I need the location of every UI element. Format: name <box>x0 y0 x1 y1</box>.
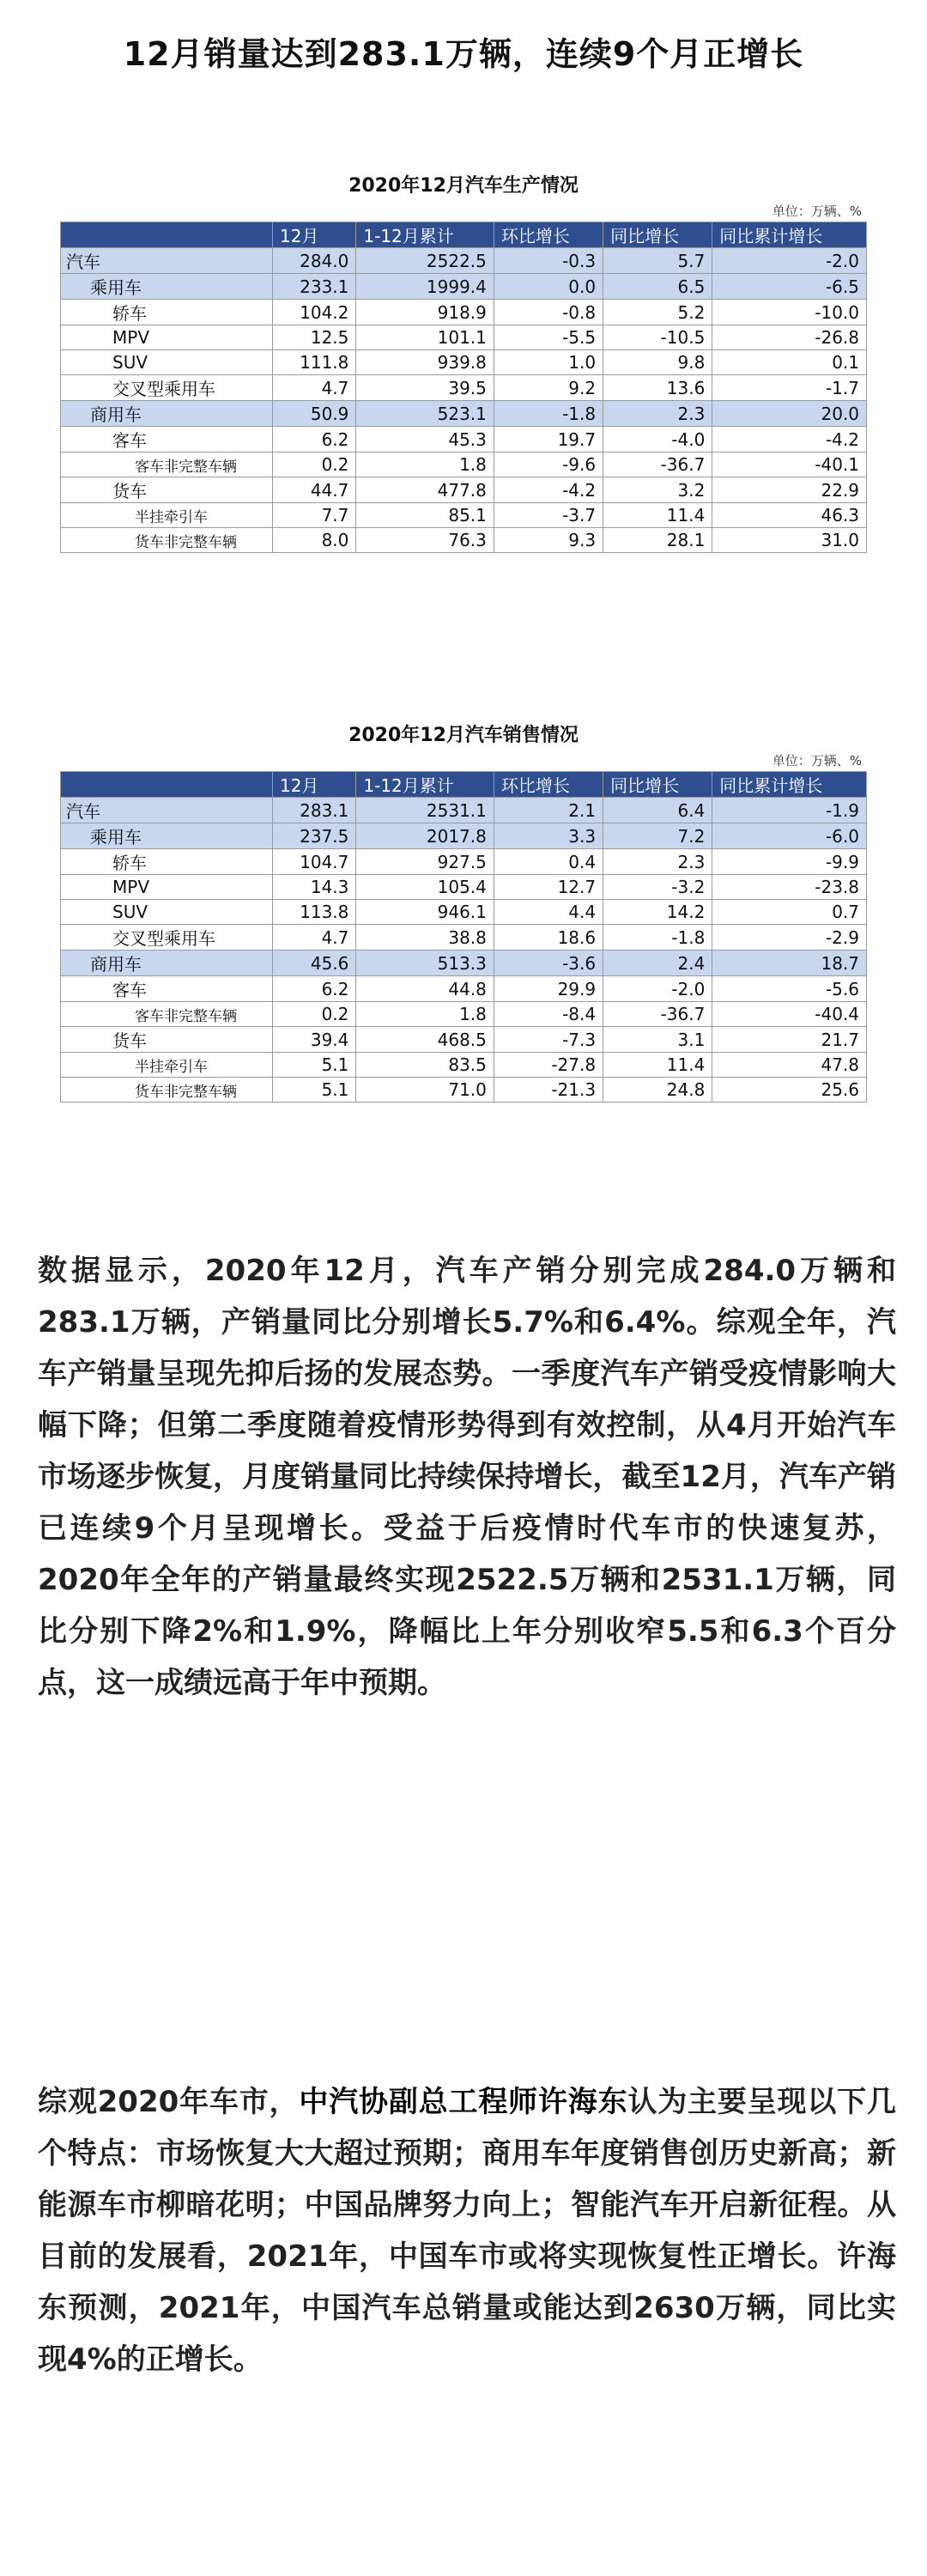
table-cell: 44.8 <box>356 976 494 1002</box>
table-cell: 20.0 <box>712 401 867 427</box>
table-cell: 1.0 <box>494 350 603 375</box>
table-cell: 3.3 <box>494 823 603 849</box>
table-cell: 45.6 <box>273 951 356 976</box>
article-paragraph-1: 数据显示，2020年12月，汽车产销分别完成284.0万辆和283.1万辆，产销量同比分别增长5.7%和6.4%。综观全年，汽车产销量呈现先抑后扬的发展态势。一季度汽车产销受疫情影响大幅下降；但第二季度随着疫情形势得到有效控制，从4月开始汽车市场逐步恢复，月度销量同比持续保持增长，截至12月，汽车产销已连续9个月呈现增长。受益于后疫情时代车市的快速复苏，2020年全年的产销量最终实现2522.5万辆和2531.1万辆，同比分别下降2%和1.9%，降幅比上年分别收窄5.5和6.3个百分点，这一成绩远高于年中预期。 <box>38 1254 896 1700</box>
article-paragraph-2 <box>38 2076 896 2385</box>
table-row <box>61 300 867 325</box>
table-cell: -8.4 <box>494 1002 603 1027</box>
table-row <box>61 1027 867 1053</box>
sales-table-block <box>60 721 867 1103</box>
table-cell: 6.2 <box>273 976 356 1002</box>
row-label: 半挂牵引车 <box>61 1053 273 1078</box>
table-row <box>61 823 867 849</box>
table-cell: 18.6 <box>494 925 603 951</box>
table-cell: 477.8 <box>356 477 494 503</box>
column-header <box>61 772 273 798</box>
table-cell: -4.0 <box>603 427 712 453</box>
row-label: 交叉型乘用车 <box>61 375 273 401</box>
column-header: 1-12月累计 <box>356 772 494 798</box>
table-cell: 8.0 <box>273 528 356 553</box>
table-cell: 6.2 <box>273 427 356 453</box>
paragraph-2-prefix: 综观2020年车市， <box>38 2085 300 2119</box>
column-header: 同比增长 <box>603 222 712 248</box>
table-cell: 6.5 <box>603 274 712 300</box>
table-cell: 45.3 <box>356 427 494 453</box>
row-label: 货车 <box>61 477 273 503</box>
table-cell: 0.2 <box>273 1002 356 1027</box>
table-row <box>61 976 867 1002</box>
table-row <box>61 453 867 477</box>
table-cell: 76.3 <box>356 528 494 553</box>
table-cell: -1.8 <box>603 925 712 951</box>
table-cell: -27.8 <box>494 1053 603 1078</box>
table-cell: 28.1 <box>603 528 712 553</box>
table-cell: 0.1 <box>712 350 867 375</box>
column-header: 环比增长 <box>494 772 603 798</box>
table-cell: 25.6 <box>712 1078 867 1103</box>
table-cell: 2531.1 <box>356 798 494 823</box>
production-table-title: 2020年12月汽车生产情况 <box>348 175 579 197</box>
table-cell: 2.1 <box>494 798 603 823</box>
table-cell: -0.8 <box>494 300 603 325</box>
table-cell: 237.5 <box>273 823 356 849</box>
table-row <box>61 1002 867 1027</box>
table-cell: 7.7 <box>273 503 356 528</box>
table-row <box>61 1078 867 1103</box>
table-cell: 22.9 <box>712 477 867 503</box>
column-header: 12月 <box>273 222 356 248</box>
table-cell: -3.2 <box>603 875 712 900</box>
table-cell: 47.8 <box>712 1053 867 1078</box>
table-cell: 1.8 <box>356 453 494 477</box>
table-cell: 21.7 <box>712 1027 867 1053</box>
row-label: 轿车 <box>61 849 273 875</box>
table-cell: 4.4 <box>494 900 603 925</box>
table-row <box>61 401 867 427</box>
sales-table-unit: 单位：万辆、% <box>772 753 862 769</box>
table-cell: -36.7 <box>603 1002 712 1027</box>
production-table-block <box>60 172 867 553</box>
row-label: 轿车 <box>61 300 273 325</box>
table-cell: 1999.4 <box>356 274 494 300</box>
table-cell: 12.7 <box>494 875 603 900</box>
row-label: 货车非完整车辆 <box>61 1078 273 1103</box>
table-row <box>61 875 867 900</box>
table-cell: 2.3 <box>603 849 712 875</box>
table-cell: -7.3 <box>494 1027 603 1053</box>
table-cell: 104.2 <box>273 300 356 325</box>
column-header: 同比累计增长 <box>712 772 867 798</box>
table-cell: 6.4 <box>603 798 712 823</box>
article-headline: 12月销量达到283.1万辆，连续9个月正增长 <box>123 35 804 73</box>
table-cell: 2.4 <box>603 951 712 976</box>
row-label: 货车非完整车辆 <box>61 528 273 553</box>
table-cell: -10.0 <box>712 300 867 325</box>
table-cell: -2.0 <box>712 248 867 274</box>
row-label: 乘用车 <box>61 823 273 849</box>
table-cell: 39.5 <box>356 375 494 401</box>
table-cell: -9.6 <box>494 453 603 477</box>
table-cell: 11.4 <box>603 503 712 528</box>
table-cell: -0.3 <box>494 248 603 274</box>
table-cell: 284.0 <box>273 248 356 274</box>
table-cell: 7.2 <box>603 823 712 849</box>
table-cell: 85.1 <box>356 503 494 528</box>
table-row <box>61 849 867 875</box>
table-cell: -2.9 <box>712 925 867 951</box>
table-cell: 2.3 <box>603 401 712 427</box>
table-row <box>61 1053 867 1078</box>
table-cell: 0.4 <box>494 849 603 875</box>
table-cell: 38.8 <box>356 925 494 951</box>
production-table <box>60 222 867 553</box>
table-row <box>61 274 867 300</box>
table-cell: 46.3 <box>712 503 867 528</box>
table-cell: 101.1 <box>356 325 494 350</box>
table-cell: 5.2 <box>603 300 712 325</box>
column-header: 同比增长 <box>603 772 712 798</box>
row-label: 客车 <box>61 427 273 453</box>
table-cell: 939.8 <box>356 350 494 375</box>
table-cell: -1.8 <box>494 401 603 427</box>
row-label: SUV <box>61 900 273 925</box>
table-cell: -40.4 <box>712 1002 867 1027</box>
table-row <box>61 503 867 528</box>
table-cell: 5.1 <box>273 1078 356 1103</box>
row-label: 客车非完整车辆 <box>61 1002 273 1027</box>
table-cell: 4.7 <box>273 375 356 401</box>
column-header: 12月 <box>273 772 356 798</box>
table-cell: 283.1 <box>273 798 356 823</box>
sales-table <box>60 771 867 1103</box>
table-row <box>61 375 867 401</box>
table-cell: 9.3 <box>494 528 603 553</box>
table-cell: 14.3 <box>273 875 356 900</box>
row-label: 汽车 <box>61 798 273 823</box>
row-label: 汽车 <box>61 248 273 274</box>
table-cell: 39.4 <box>273 1027 356 1053</box>
column-header <box>61 222 273 248</box>
table-cell: 9.2 <box>494 375 603 401</box>
highlighted-person: 中汽协副总工程师许海东 <box>299 2085 628 2119</box>
table-cell: -6.5 <box>712 274 867 300</box>
table-cell: -1.9 <box>712 798 867 823</box>
table-cell: -21.3 <box>494 1078 603 1103</box>
row-label: 商用车 <box>61 951 273 976</box>
table-cell: -5.6 <box>712 976 867 1002</box>
table-cell: 946.1 <box>356 900 494 925</box>
table-cell: 513.3 <box>356 951 494 976</box>
table-cell: 468.5 <box>356 1027 494 1053</box>
table-cell: 927.5 <box>356 849 494 875</box>
table-cell: 111.8 <box>273 350 356 375</box>
table-cell: -40.1 <box>712 453 867 477</box>
table-row <box>61 248 867 274</box>
table-cell: -5.5 <box>494 325 603 350</box>
table-cell: -4.2 <box>712 427 867 453</box>
table-row <box>61 325 867 350</box>
table-cell: -36.7 <box>603 453 712 477</box>
table-cell: 3.1 <box>603 1027 712 1053</box>
table-cell: 233.1 <box>273 274 356 300</box>
row-label: 客车非完整车辆 <box>61 453 273 477</box>
row-label: SUV <box>61 350 273 375</box>
table-cell: 83.5 <box>356 1053 494 1078</box>
table-cell: 9.8 <box>603 350 712 375</box>
table-cell: 2017.8 <box>356 823 494 849</box>
table-cell: 14.2 <box>603 900 712 925</box>
table-cell: 5.1 <box>273 1053 356 1078</box>
table-cell: 44.7 <box>273 477 356 503</box>
table-cell: 31.0 <box>712 528 867 553</box>
row-label: 客车 <box>61 976 273 1002</box>
column-header: 同比累计增长 <box>712 222 867 248</box>
column-header: 环比增长 <box>494 222 603 248</box>
table-cell: 104.7 <box>273 849 356 875</box>
table-cell: 1.8 <box>356 1002 494 1027</box>
row-label: MPV <box>61 325 273 350</box>
table-cell: 0.2 <box>273 453 356 477</box>
table-cell: 2522.5 <box>356 248 494 274</box>
table-row <box>61 900 867 925</box>
table-row <box>61 528 867 553</box>
row-label: 商用车 <box>61 401 273 427</box>
table-row <box>61 427 867 453</box>
paragraph-2-rest: 认为主要呈现以下几个特点：市场恢复大大超过预期；商用车年度销售创历史新高；新能源车市柳暗花明；中国品牌努力向上；智能汽车开启新征程。从目前的发展看，2021年，中国车市或将实现恢复性正增长。许海东预测，2021年，中国汽车总销量或能达到2630万辆，同比实现4%的正增长。 <box>38 2085 897 2377</box>
table-cell: 3.2 <box>603 477 712 503</box>
table-cell: 18.7 <box>712 951 867 976</box>
table-cell: -2.0 <box>603 976 712 1002</box>
table-cell: 113.8 <box>273 900 356 925</box>
table-cell: -4.2 <box>494 477 603 503</box>
row-label: 货车 <box>61 1027 273 1053</box>
table-cell: 0.0 <box>494 274 603 300</box>
table-cell: -26.8 <box>712 325 867 350</box>
table-cell: 50.9 <box>273 401 356 427</box>
table-cell: 0.7 <box>712 900 867 925</box>
production-table-unit: 单位：万辆、% <box>772 204 862 219</box>
table-cell: -6.0 <box>712 823 867 849</box>
row-label: MPV <box>61 875 273 900</box>
table-cell: 4.7 <box>273 925 356 951</box>
table-row <box>61 477 867 503</box>
table-cell: -3.6 <box>494 951 603 976</box>
table-cell: 12.5 <box>273 325 356 350</box>
table-cell: 19.7 <box>494 427 603 453</box>
table-cell: -9.9 <box>712 849 867 875</box>
table-cell: 13.6 <box>603 375 712 401</box>
table-cell: -1.7 <box>712 375 867 401</box>
table-row <box>61 951 867 976</box>
column-header: 1-12月累计 <box>356 222 494 248</box>
table-cell: 11.4 <box>603 1053 712 1078</box>
table-cell: 24.8 <box>603 1078 712 1103</box>
table-row <box>61 350 867 375</box>
table-cell: -10.5 <box>603 325 712 350</box>
table-cell: 5.7 <box>603 248 712 274</box>
table-row <box>61 925 867 951</box>
table-cell: -23.8 <box>712 875 867 900</box>
sales-table-title: 2020年12月汽车销售情况 <box>348 725 579 746</box>
row-label: 半挂牵引车 <box>61 503 273 528</box>
row-label: 乘用车 <box>61 274 273 300</box>
table-cell: 523.1 <box>356 401 494 427</box>
row-label: 交叉型乘用车 <box>61 925 273 951</box>
table-cell: 918.9 <box>356 300 494 325</box>
table-cell: 105.4 <box>356 875 494 900</box>
table-cell: 71.0 <box>356 1078 494 1103</box>
table-cell: 29.9 <box>494 976 603 1002</box>
table-cell: -3.7 <box>494 503 603 528</box>
table-row <box>61 798 867 823</box>
